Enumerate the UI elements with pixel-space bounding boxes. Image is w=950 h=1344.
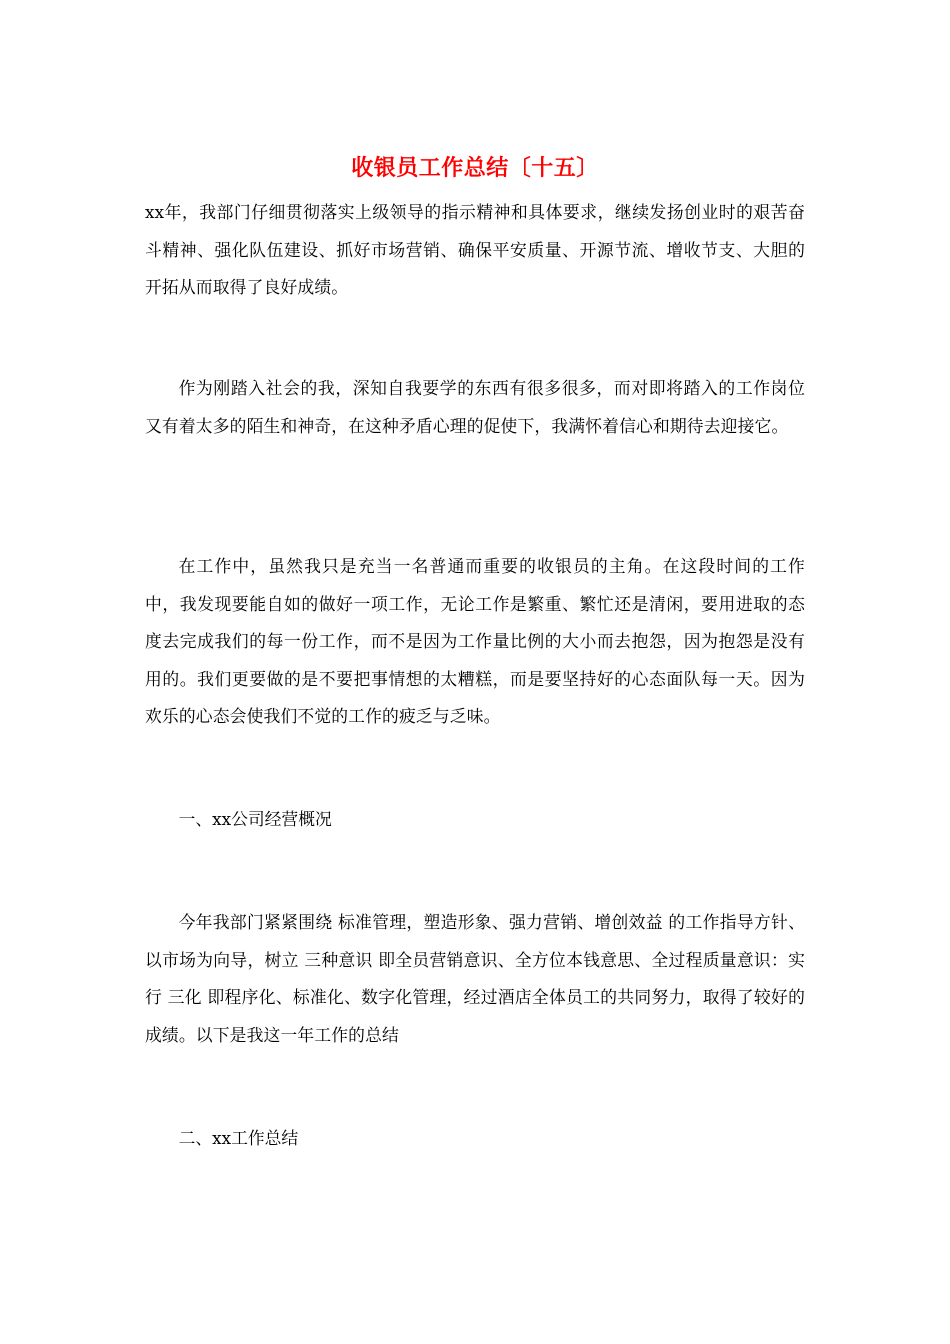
paragraph-newcomer: 作为刚踏入社会的我，深知自我要学的东西有很多很多，而对即将踏入的工作岗位又有着太多的陌生和神奇，在这种矛盾心理的促使下，我满怀着信心和期待去迎接它。	[145, 378, 805, 436]
section-heading-2: 二、xx工作总结	[178, 1128, 299, 1148]
paragraph-intro: xx年，我部门仔细贯彻落实上级领导的指示精神和具体要求，继续发扬创业时的艰苦奋斗精神、强化队伍建设、抓好市场营销、确保平安质量、开源节流、增收节支、大胆的开拓从而取得了良好成绩。	[145, 202, 805, 298]
section-heading-1: 一、xx公司经营概况	[178, 809, 332, 829]
document-title: 收银员工作总结〔十五〕	[351, 155, 599, 181]
paragraph-department-summary: 今年我部门紧紧围绕 标准管理，塑造形象、强力营销、增创效益 的工作指导方针、以市场为向导，树立 三种意识 即全员营销意识、全方位本钱意思、全过程质量意识：实行 三化 即程序化、标准化、数字化管理，经过酒店全体员工的共同努力，取得了较好的成绩。以下是我这一年工作的总结	[145, 912, 805, 1045]
paragraph-work-attitude: 在工作中，虽然我只是充当一名普通而重要的收银员的主角。在这段时间的工作中，我发现要能自如的做好一项工作，无论工作是繁重、繁忙还是清闲，要用进取的态度去完成我们的每一份工作，而不是因为工作量比例的大小而去抱怨，因为抱怨是没有用的。我们更要做的是不要把事情想的太糟糕，而是要坚持好的心态面队每一天。因为欢乐的心态会使我们不觉的工作的疲乏与乏味。	[145, 556, 805, 727]
